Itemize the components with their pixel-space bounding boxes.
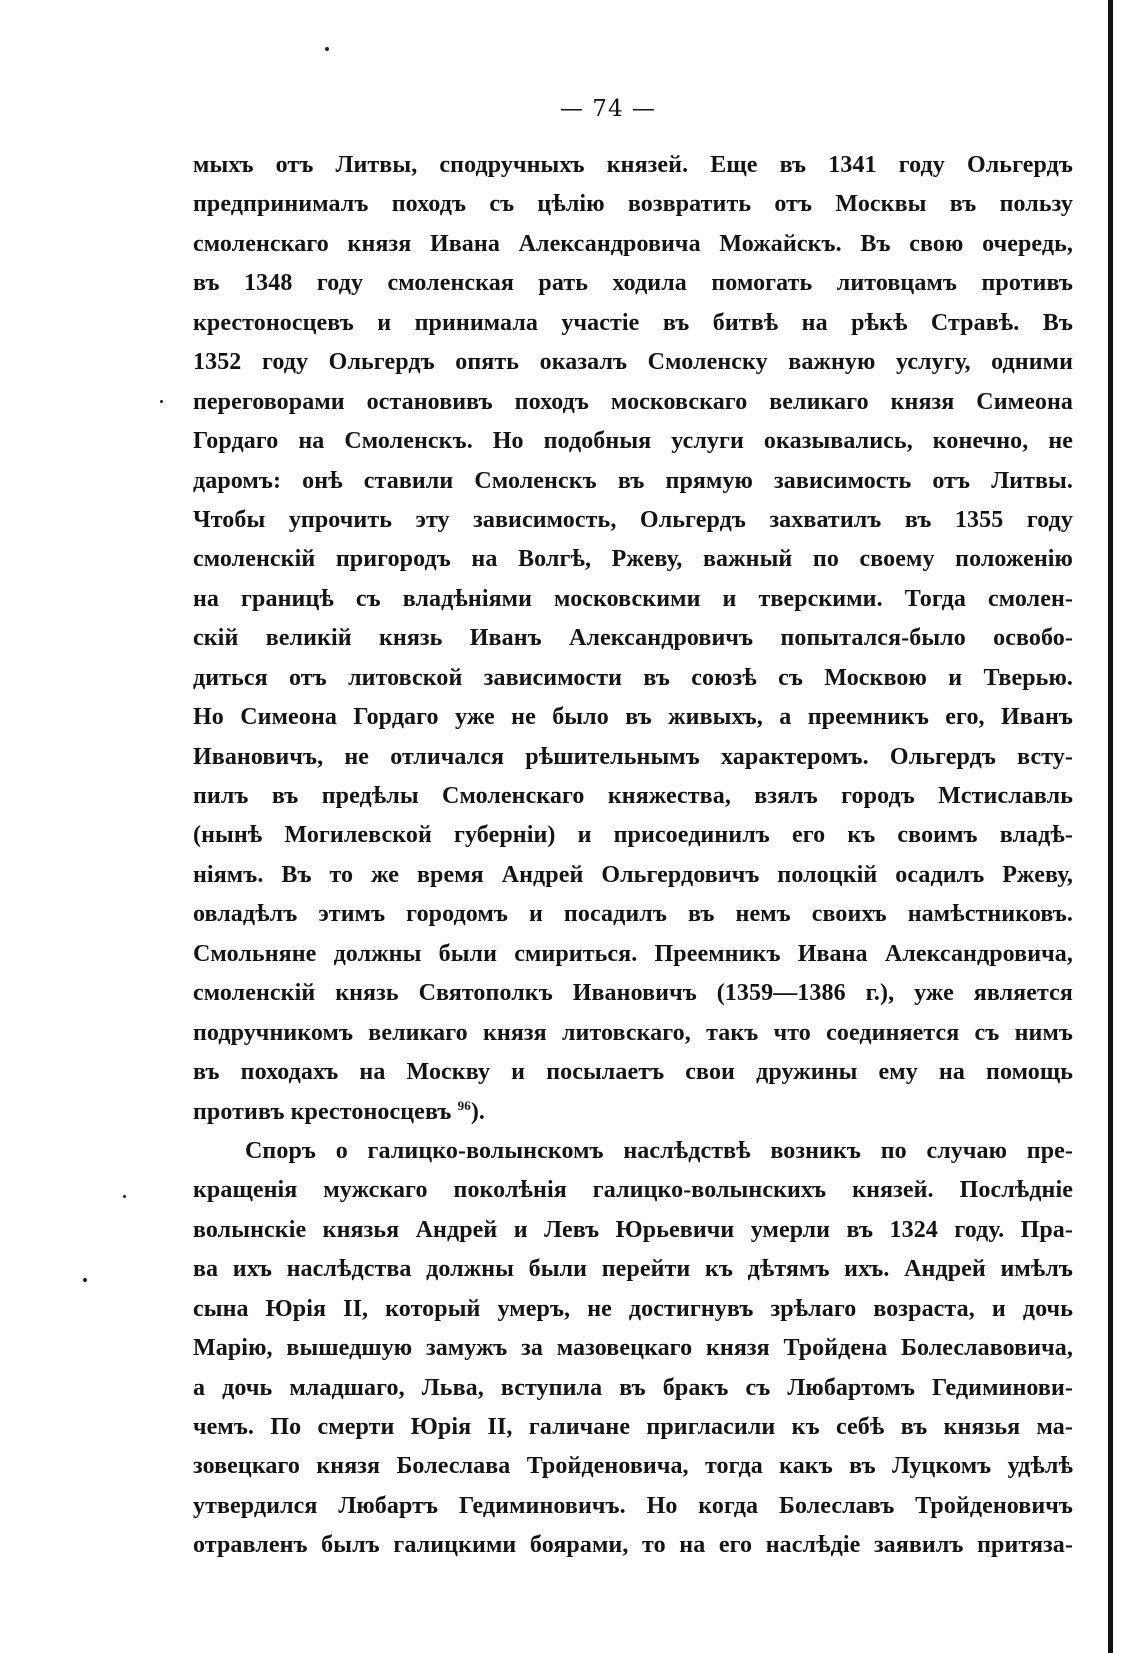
- text-line: Но Симеона Гордаго уже не было въ живыхъ, а преемникъ его, Иванъ: [193, 704, 1073, 731]
- scan-speck: [325, 47, 329, 51]
- text-line: на границѣ съ владѣніями московскими и тверскими. Тогда смолен-: [193, 585, 1073, 612]
- text-line: смоленскій князь Святополкъ Ивановичъ (1359—1386 г.), уже является: [193, 980, 1073, 1007]
- text-line: диться отъ литовской зависимости въ союзѣ съ Москвою и Тверью.: [193, 664, 1073, 691]
- text-line: смоленскаго князя Ивана Александровича Можайскъ. Въ свою очередь,: [193, 230, 1073, 257]
- text-line: переговорами остановивъ походъ московскаго великаго князя Симеона: [193, 388, 1073, 415]
- text-line: Чтобы упрочить эту зависимость, Ольгердъ захватилъ въ 1355 году: [193, 506, 1073, 533]
- text-line: ніямъ. Въ то же время Андрей Ольгердовичъ полоцкій осадилъ Ржеву,: [193, 861, 1073, 888]
- text-line: предпринималъ походъ съ цѣлію возвратить отъ Москвы въ пользу: [193, 191, 1073, 218]
- text-line: сына Юрія II, который умеръ, не достигнувъ зрѣлаго возраста, и дочь: [193, 1295, 1073, 1322]
- text-line: отравленъ былъ галицкими боярами, то на его наслѣдіе заявилъ притяза-: [193, 1532, 1073, 1559]
- paragraph-1: [193, 146, 1073, 1132]
- text-line: пилъ въ предѣлы Смоленскаго княжества, взялъ городъ Мстиславль: [193, 783, 1073, 809]
- text-line: подручникомъ великаго князя литовскаго, такъ что соединяется съ нимъ: [193, 1019, 1073, 1046]
- scan-speck: [83, 1278, 87, 1282]
- text-line: смоленскій пригородъ на Волгѣ, Ржеву, важный по своему положенію: [193, 546, 1073, 573]
- text-line: утвердился Любартъ Гедиминовичъ. Но когда Болеславъ Тройденовичъ: [193, 1492, 1073, 1519]
- text-line: Ивановичъ, не отличался рѣшительнымъ характеромъ. Ольгердъ всту-: [193, 743, 1073, 770]
- text-line: [193, 1093, 1073, 1132]
- text-line: даромъ: онѣ ставили Смоленскъ въ прямую зависимость отъ Литвы.: [193, 467, 1073, 494]
- text-line: Смольняне должны были смириться. Преемникъ Ивана Александровича,: [193, 940, 1073, 967]
- text-line: кращенія мужскаго поколѣнія галицко-волынскихъ князей. Послѣдніе: [193, 1177, 1073, 1204]
- text-line: Споръ о галицко-волынскомъ наслѣдствѣ возникъ по случаю пре-: [245, 1137, 1073, 1164]
- text-line: скій великій князь Иванъ Александровичъ попытался-было освобо-: [193, 625, 1073, 652]
- text-line: въ походахъ на Москву и посылаетъ свои дружины ему на помощь: [193, 1059, 1073, 1086]
- text-line: Гордаго на Смоленскъ. Но подобныя услуги оказывались, конечно, не: [193, 428, 1073, 455]
- scan-speck: [123, 1195, 126, 1198]
- footnote-reference: 96: [457, 1097, 471, 1113]
- text-line: въ 1348 году смоленская рать ходила помогать литовцамъ противъ: [193, 270, 1073, 297]
- text-line: ва ихъ наслѣдства должны были перейти къ дѣтямъ ихъ. Андрей имѣлъ: [193, 1256, 1073, 1283]
- page-edge-shadow: [1108, 0, 1113, 1653]
- text-line: зовецкаго князя Болеслава Тройденовича, тогда какъ въ Луцкомъ удѣлѣ: [193, 1453, 1073, 1480]
- text-line: Марію, вышедшую замужъ за мазовецкаго князя Тройдена Болеславовича,: [193, 1335, 1073, 1362]
- closing-text: противъ крестоносцевъ: [193, 1098, 452, 1125]
- body-text: [193, 146, 1073, 1566]
- text-line: мыхъ отъ Литвы, сподручныхъ князей. Еще въ 1341 году Ольгердъ: [193, 152, 1073, 178]
- closing-punctuation: ).: [470, 1098, 486, 1125]
- text-line: волынскіе князья Андрей и Левъ Юрьевичи умерли въ 1324 году. Пра-: [193, 1216, 1073, 1243]
- scan-speck: [160, 400, 163, 403]
- text-line: чемъ. По смерти Юрія II, галичане пригласили къ себѣ въ князья ма-: [193, 1414, 1073, 1440]
- text-line: овладѣлъ этимъ городомъ и посадилъ въ немъ своихъ намѣстниковъ.: [193, 901, 1073, 928]
- text-line: (нынѣ Могилевской губерніи) и присоединилъ его къ своимъ владѣ-: [193, 822, 1073, 849]
- text-line: а дочь младшаго, Льва, вступила въ бракъ съ Любартомъ Гедиминови-: [193, 1374, 1073, 1401]
- paragraph-2: [193, 1132, 1073, 1566]
- page-number: — 74 —: [560, 96, 656, 122]
- text-line: 1352 году Ольгердъ опять оказалъ Смоленску важную услугу, одними: [193, 349, 1073, 376]
- text-line: крестоносцевъ и принимала участіе въ битвѣ на рѣкѣ Стравѣ. Въ: [193, 309, 1073, 336]
